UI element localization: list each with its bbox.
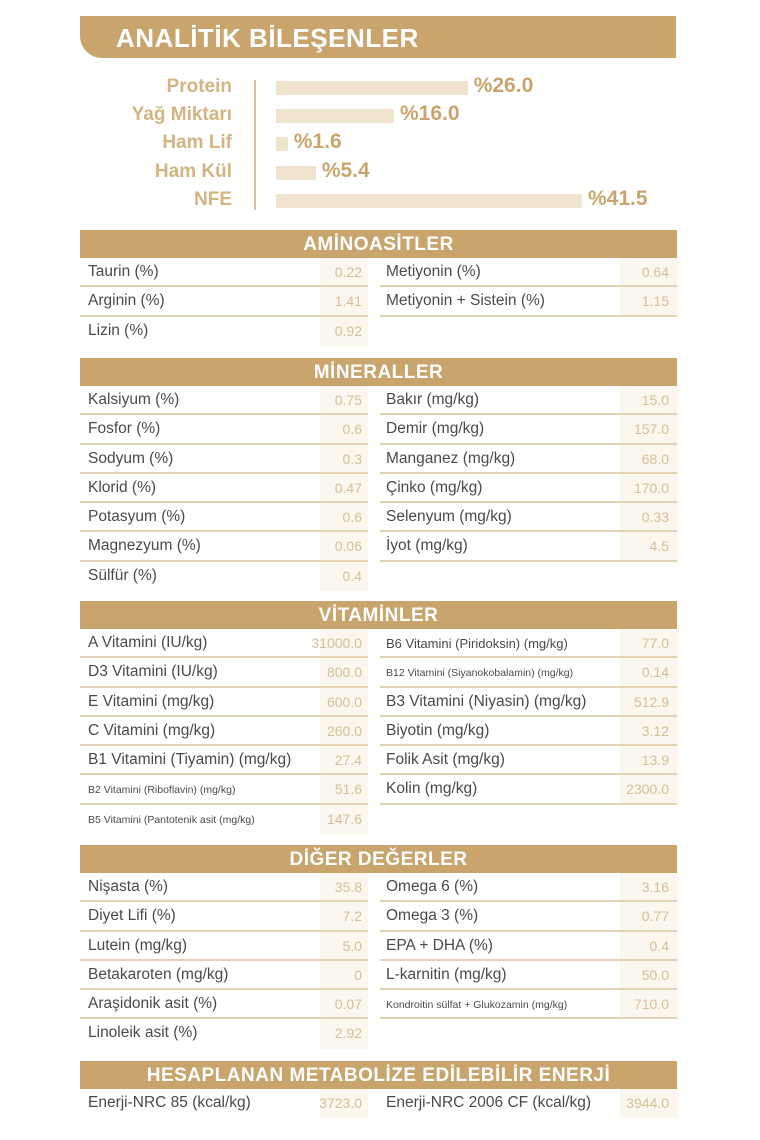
row-value: 0.47 <box>334 479 362 496</box>
row-value: 512.9 <box>633 693 669 710</box>
column-right <box>380 873 677 1019</box>
table-row <box>80 873 368 902</box>
row-value: 710.0 <box>633 996 669 1013</box>
row-label: E Vitamini (mg/kg) <box>88 692 215 710</box>
row-label: Manganez (mg/kg) <box>386 449 516 467</box>
row-value: 13.9 <box>641 752 669 769</box>
bar <box>276 166 316 180</box>
column-left <box>80 258 368 346</box>
row-label: C Vitamini (mg/kg) <box>88 721 216 739</box>
column-right <box>380 258 677 317</box>
table-row <box>380 503 677 532</box>
bar-row <box>80 159 680 185</box>
row-label: Selenyum (mg/kg) <box>386 508 512 526</box>
table-row <box>380 775 677 804</box>
row-label: Çinko (mg/kg) <box>386 478 483 496</box>
row-value: 27.4 <box>334 752 362 769</box>
row-value: 1.41 <box>334 293 362 310</box>
row-value: 170.0 <box>633 479 669 496</box>
table-row <box>380 287 677 316</box>
row-label: Magnezyum (%) <box>88 537 201 555</box>
row-value: 147.6 <box>326 810 362 827</box>
section-rows <box>80 873 677 1049</box>
table-row <box>380 658 677 687</box>
table-row <box>80 503 368 532</box>
section-rows <box>80 629 677 834</box>
row-value: 0 <box>354 966 362 983</box>
row-value: 157.0 <box>633 421 669 438</box>
row-label: Enerji-NRC 2006 CF (kcal/kg) <box>386 1094 591 1111</box>
row-value: 2300.0 <box>626 781 669 798</box>
row-label: Fosfor (%) <box>88 420 161 438</box>
table-row <box>380 990 677 1019</box>
row-label: Sülfür (%) <box>88 566 157 584</box>
bar-label: Yağ Miktarı <box>131 104 232 126</box>
row-value: 77.0 <box>641 635 669 651</box>
table-row <box>80 386 368 415</box>
row-label: Omega 6 (%) <box>386 878 479 895</box>
table-row <box>80 932 368 961</box>
row-label: Bakır (mg/kg) <box>386 391 480 408</box>
row-value: 0.75 <box>334 392 362 408</box>
row-label: B6 Vitamini (Piridoksin) (mg/kg) <box>386 636 568 651</box>
table-row <box>380 532 677 561</box>
section-rows <box>80 386 677 591</box>
row-label: Enerji-NRC 85 (kcal/kg) <box>88 1094 251 1111</box>
row-label: Linoleik asit (%) <box>88 1024 198 1042</box>
row-value: 0.4 <box>649 937 669 954</box>
table-row <box>380 873 677 902</box>
table-row <box>80 688 368 717</box>
row-label: Metiyonin + Sistein (%) <box>386 292 545 310</box>
row-value: 50.0 <box>641 966 669 983</box>
column-right <box>380 386 677 562</box>
row-label: D3 Vitamini (IU/kg) <box>88 663 218 681</box>
section-header: AMİNOASİTLER <box>80 230 677 258</box>
row-value: 0.6 <box>342 509 362 526</box>
table-row <box>80 258 368 287</box>
table-row <box>80 902 368 931</box>
row-label: Omega 3 (%) <box>386 907 479 925</box>
row-label: B5 Vitamini (Pantotenik asit (mg/kg) <box>88 813 255 826</box>
table-row <box>380 746 677 775</box>
table-row <box>80 474 368 503</box>
column-right <box>380 1089 677 1118</box>
section-rows <box>80 258 677 346</box>
row-label: Kalsiyum (%) <box>88 391 180 408</box>
column-left <box>80 873 368 1049</box>
row-label: L-karnitin (mg/kg) <box>386 965 507 983</box>
table-row <box>80 317 368 346</box>
bar-value-label: %41.5 <box>588 186 648 210</box>
row-label: Lizin (%) <box>88 321 149 339</box>
table-row <box>80 1089 368 1118</box>
row-value: 600.0 <box>326 693 362 710</box>
bar <box>276 81 468 95</box>
table-row <box>380 629 677 658</box>
row-value: 68.0 <box>641 450 669 467</box>
row-value: 800.0 <box>326 664 362 681</box>
column-left <box>80 1089 368 1118</box>
row-label: Betakaroten (mg/kg) <box>88 965 229 983</box>
bar-value-label: %26.0 <box>473 74 534 97</box>
row-label: Diyet Lifi (%) <box>88 907 176 925</box>
row-label: Kondroitin sülfat + Glukozamin (mg/kg) <box>386 999 568 1012</box>
row-label: Folik Asit (mg/kg) <box>386 751 505 769</box>
bar-row <box>80 74 680 100</box>
table-row <box>80 532 368 561</box>
row-value: 0.06 <box>334 538 362 555</box>
analytic-bar-chart <box>80 74 680 214</box>
bar-label: Ham Kül <box>154 160 232 182</box>
page-title: ANALİTİK BİLEŞENLER <box>80 16 676 58</box>
table-row <box>80 990 368 1019</box>
section-header: HESAPLANAN METABOLİZE EDİLEBİLİR ENERJİ <box>80 1061 677 1089</box>
row-value: 3.16 <box>641 879 669 895</box>
row-value: 0.07 <box>334 996 362 1013</box>
table-row <box>380 1089 677 1118</box>
row-label: Lutein (mg/kg) <box>88 936 188 954</box>
row-label: B1 Vitamini (Tiyamin) (mg/kg) <box>88 751 292 769</box>
row-value: 35.8 <box>334 879 362 895</box>
table-row <box>380 902 677 931</box>
bar-value-label: %1.6 <box>293 130 342 154</box>
section-table <box>80 358 677 591</box>
row-label: Metiyonin (%) <box>386 263 481 280</box>
row-value: 51.6 <box>334 781 362 798</box>
section-table <box>80 845 677 1049</box>
row-label: Arginin (%) <box>88 292 165 310</box>
section-rows <box>80 1089 677 1118</box>
table-row <box>80 805 368 834</box>
row-label: B12 Vitamini (Siyanokobalamin) (mg/kg) <box>386 667 574 680</box>
column-right <box>380 629 677 805</box>
row-label: A Vitamini (IU/kg) <box>88 634 208 651</box>
row-value: 260.0 <box>326 722 362 739</box>
section-header: VİTAMİNLER <box>80 601 677 629</box>
row-value: 0.22 <box>334 264 362 280</box>
row-label: EPA + DHA (%) <box>386 936 493 954</box>
row-label: Demir (mg/kg) <box>386 420 485 438</box>
row-label: İyot (mg/kg) <box>386 537 468 555</box>
row-value: 0.6 <box>342 421 362 438</box>
bar-label: NFE <box>194 188 232 210</box>
table-row <box>80 445 368 474</box>
table-row <box>380 932 677 961</box>
section-table <box>80 601 677 834</box>
row-value: 3.12 <box>641 722 669 739</box>
bar <box>276 194 582 208</box>
table-row <box>80 1019 368 1048</box>
table-row <box>80 717 368 746</box>
row-value: 0.77 <box>641 908 669 925</box>
row-value: 15.0 <box>641 392 669 408</box>
row-value: 7.2 <box>342 908 362 925</box>
row-label: Araşidonik asit (%) <box>88 995 218 1013</box>
column-left <box>80 629 368 834</box>
table-row <box>80 629 368 658</box>
table-row <box>380 258 677 287</box>
table-row <box>80 415 368 444</box>
row-label: Taurin (%) <box>88 263 159 280</box>
row-value: 0.4 <box>342 567 362 584</box>
table-row <box>80 746 368 775</box>
row-value: 3944.0 <box>626 1095 669 1111</box>
row-label: B2 Vitamini (Riboflavin) (mg/kg) <box>88 784 236 797</box>
table-row <box>380 961 677 990</box>
table-row <box>80 287 368 316</box>
bar-label: Ham Lif <box>162 132 232 154</box>
row-value: 2.92 <box>334 1025 362 1042</box>
row-value: 4.5 <box>649 538 669 555</box>
row-value: 31000.0 <box>311 635 362 651</box>
row-label: Kolin (mg/kg) <box>386 780 478 798</box>
row-value: 0.3 <box>342 450 362 467</box>
row-value: 0.33 <box>641 509 669 526</box>
table-row <box>80 961 368 990</box>
row-value: 0.92 <box>334 322 362 339</box>
section-table <box>80 230 677 346</box>
row-value: 1.15 <box>641 293 669 310</box>
section-header: DİĞER DEĞERLER <box>80 845 677 873</box>
column-left <box>80 386 368 591</box>
bar <box>276 109 394 123</box>
table-row <box>380 445 677 474</box>
bar-row <box>80 130 680 156</box>
row-label: Klorid (%) <box>88 478 157 496</box>
bar-row <box>80 187 680 213</box>
table-row <box>380 415 677 444</box>
table-row <box>380 717 677 746</box>
table-row <box>80 658 368 687</box>
row-label: Nişasta (%) <box>88 878 169 895</box>
table-row <box>380 474 677 503</box>
table-row <box>80 562 368 591</box>
row-value: 5.0 <box>342 937 362 954</box>
table-row <box>80 775 368 804</box>
bar-row <box>80 102 680 128</box>
row-label: Biyotin (mg/kg) <box>386 721 490 739</box>
bar-value-label: %16.0 <box>399 102 460 126</box>
row-label: B3 Vitamini (Niyasin) (mg/kg) <box>386 692 587 710</box>
table-row <box>380 386 677 415</box>
row-value: 3723.0 <box>319 1095 362 1111</box>
table-row <box>380 688 677 717</box>
bar-label: Protein <box>166 76 232 97</box>
section-header: MİNERALLER <box>80 358 677 386</box>
row-value: 0.14 <box>641 664 669 681</box>
row-value: 0.64 <box>641 264 669 280</box>
bar <box>276 137 288 151</box>
section-table <box>80 1061 677 1118</box>
bar-value-label: %5.4 <box>321 158 370 182</box>
row-label: Sodyum (%) <box>88 449 174 467</box>
row-label: Potasyum (%) <box>88 508 186 526</box>
